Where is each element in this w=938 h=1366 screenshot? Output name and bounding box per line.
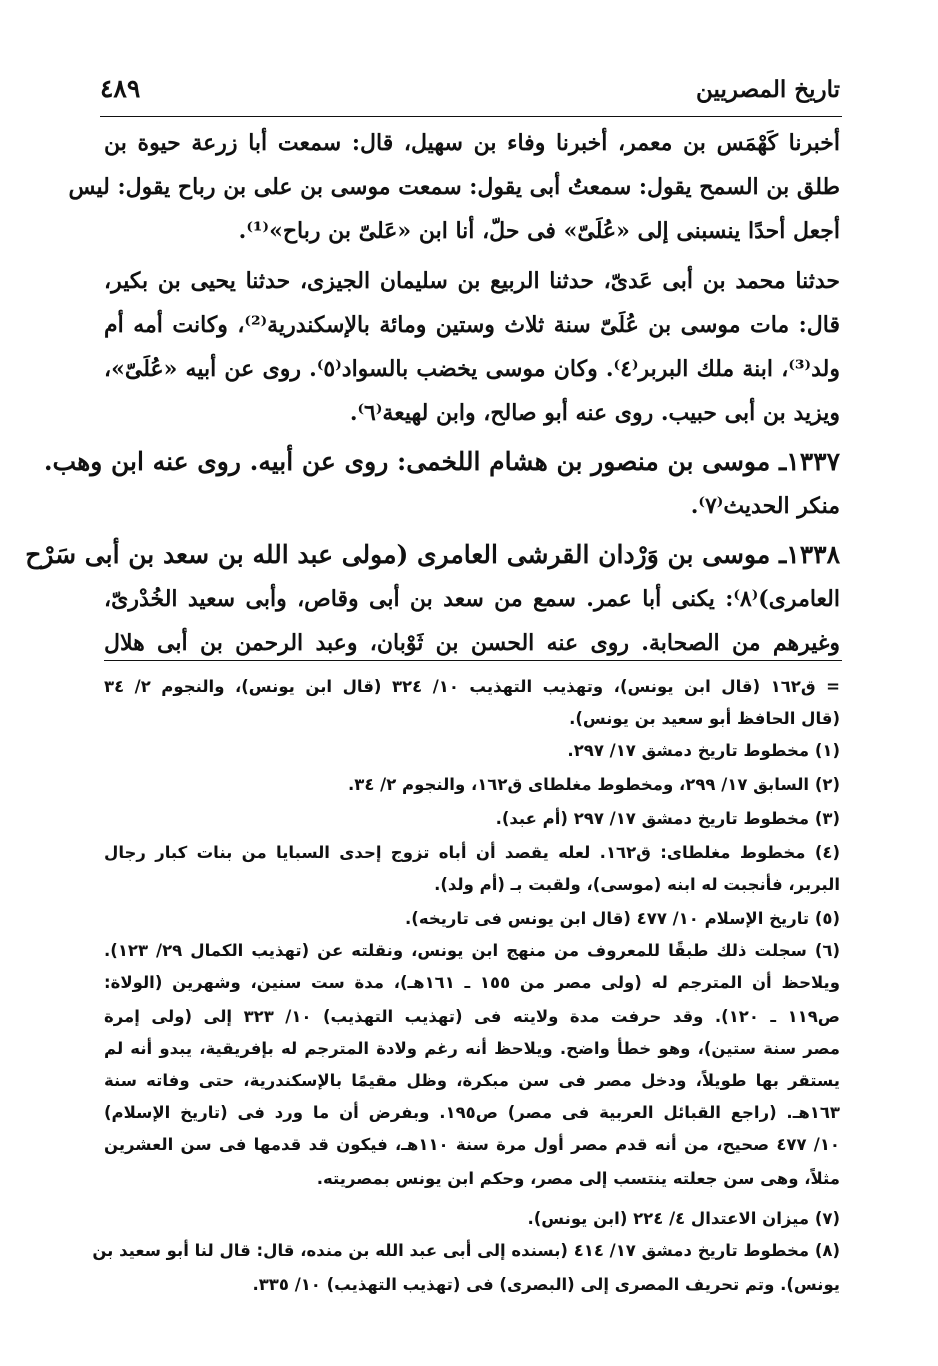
- entry-1338: ١٣٣٨ـ موسى بن وَرْدان القرشى العامرى (مولى عبد الله بن سعد بن أبى سَرْح: [25, 540, 840, 569]
- text-line: ولد⁽³⁾، ابنة ملك البربر⁽٤⁾. وكان موسى يخضب بالسواد⁽٥⁾. روى عن أبيه «عُلَىّ»،: [104, 356, 840, 382]
- running-title: تاريخ المصريين: [696, 76, 840, 103]
- text-line: ويزيد بن أبى حبيب. روى عنه أبو صالح، وابن لهيعة⁽٦⁾.: [349, 400, 840, 426]
- footnote-line: (٥) تاريخ الإسلام ١٠/ ٤٧٧ (قال ابن يونس فى تاريخه).: [405, 909, 840, 928]
- text-line: قال: مات موسى بن عُلَىّ سنة ثلاث وستين ومائة بالإسكندرية⁽²⁾، وكانت أمه أم: [104, 312, 840, 338]
- footnote-line: يستقر بها طويلاً، ودخل مصر فى سن مبكرة، وظل مقيمًا بالإسكندرية، حتى وفاته سنة: [104, 1071, 840, 1090]
- footnote-line: ص١١٩ ـ ١٢٠). وقد حرفت مدة ولايته فى (تهذيب التهذيب) ١٠/ ٣٢٣ إلى (ولى إمرة: [104, 1007, 840, 1026]
- footnote-line: (قال الحافظ أبو سعيد بن يونس).: [569, 709, 840, 728]
- footnote-line: (٨) مخطوط تاريخ دمشق ١٧/ ٤١٤ (بسنده إلى أبى عبد الله بن منده، قال: قال لنا أبو سعيد بن: [92, 1241, 840, 1260]
- page-number: ٤٨٩: [100, 74, 141, 103]
- text-line: أخبرنا كَهْمَس بن معمر، أخبرنا وفاء بن سهيل، قال: سمعت أبا زرعة حيوة بن: [104, 130, 840, 156]
- footnote-line: (١) مخطوط تاريخ دمشق ١٧/ ٢٩٧.: [567, 741, 840, 760]
- running-header: [100, 74, 840, 114]
- footnote-line: = ق١٦٢ (قال ابن يونس)، وتهذيب التهذيب ١٠/ ٣٢٤ (قال ابن يونس)، والنجوم ٢/ ٣٤: [104, 677, 840, 696]
- footnote-line: (٢) السابق ١٧/ ٢٩٩، ومخطوط مغلطاى ق١٦٢، والنجوم ٢/ ٣٤.: [348, 775, 840, 794]
- footnote-line: ١٠/ ٤٧٧ صحيح، من أنه قدم مصر أول مرة سنة ١١٠هـ، فيكون قد قدمها فى سن العشرين: [104, 1135, 840, 1154]
- entry-1337: ١٣٣٧ـ موسى بن منصور بن هشام اللخمى: روى عن أبيه. روى عنه ابن وهب.: [43, 447, 840, 476]
- footnote-line: (٧) ميزان الاعتدال ٤/ ٢٢٤ (ابن يونس).: [527, 1209, 840, 1228]
- text-line: حدثنا محمد بن أبى عَدىّ، حدثنا الربيع بن سليمان الجيزى، حدثنا يحيى بن بكير،: [104, 268, 840, 294]
- text-line: العامرى)⁽٨⁾: يكنى أبا عمر. سمع من سعد بن أبى وقاص، وأبى سعيد الخُدْرىّ،: [104, 586, 840, 612]
- footnote-line: ١٦٣هـ. (راجع القبائل العربية فى مصر) ص١٩٥. وبفرض أن ما ورد فى (تاريخ الإسلام): [104, 1103, 840, 1122]
- text-line: أجعل أحدًا ينسبنى إلى «عُلَىّ» فى حلّ، أنا ابن «عَلىّ بن رباح»⁽¹⁾.: [238, 218, 840, 244]
- footnote-line: مصر سنة ستين)، وهو خطأ واضح. ويلاحظ أنه رغم ولادة المترجم له بإفريقية، يبدو أنه لم: [104, 1039, 840, 1058]
- footnote-line: مثلاً، وهى سن جعلته ينتسب إلى مصر، وحكم ابن يونس بمصريته.: [316, 1169, 840, 1188]
- text-line: منكر الحديث⁽٧⁾.: [690, 493, 840, 519]
- footnote-line: (٤) مخطوط مغلطاى: ق١٦٢. لعله يقصد أن أباه تزوج إحدى السبايا من بنات كبار رجال: [104, 843, 840, 862]
- header-rule: [100, 116, 842, 117]
- footnote-line: (٦) سجلت ذلك طبقًا للمعروف من منهج ابن يونس، ونقلته عن (تهذيب الكمال ٢٩/ ١٢٣).: [104, 941, 841, 960]
- text-line: طلق بن السمح يقول: سمعتُ أبى يقول: سمعت موسى بن على بن رباح يقول: ليس: [68, 174, 840, 200]
- footnote-line: البربر، فأنجبت له ابنه (موسى)، ولقبت بـ (أم ولد).: [434, 875, 840, 894]
- footnote-line: (٣) مخطوط تاريخ دمشق ١٧/ ٢٩٧ (أم عبد).: [495, 809, 840, 828]
- footnote-line: يونس). وتم تحريف المصرى إلى (البصرى) فى (تهذيب التهذيب) ١٠/ ٣٣٥.: [252, 1275, 840, 1294]
- footnote-line: ويلاحظ أن المترجم له (ولى مصر من ١٥٥ ـ ١٦١هـ)، مدة ست سنين، وشهرين (الولاة:: [104, 973, 840, 992]
- text-line: وغيرهم من الصحابة. روى عنه الحسن بن ثَوْبان، وعبد الرحمن بن أبى هلال: [104, 630, 840, 656]
- footnote-rule: [104, 660, 842, 661]
